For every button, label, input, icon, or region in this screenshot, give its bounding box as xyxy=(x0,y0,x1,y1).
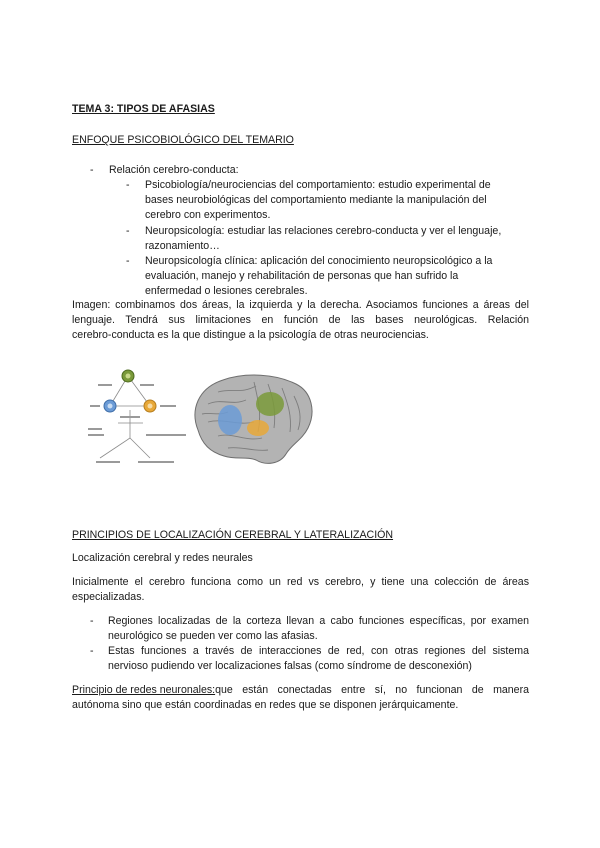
sub-item-line: bases neurobiológicas del comportamiento mediante la manipulación del xyxy=(145,194,487,206)
principle-label: Principio de redes neuronales: xyxy=(72,684,216,696)
sub-item-line: enfermedad o lesiones cerebrales. xyxy=(145,285,308,297)
paragraph-line: cerebro-conducta es la que distingue a la psicología de otras neurociencias. xyxy=(72,329,429,341)
subheading-localizacion: Localización cerebral y redes neurales xyxy=(72,552,253,564)
bullet-dash: - xyxy=(90,615,94,627)
sub-item-line: evaluación, manejo y rehabilitación de personas que han sufrido la xyxy=(145,270,459,282)
bullet-relacion: Relación cerebro-conducta: xyxy=(109,164,239,176)
section-heading-principios: PRINCIPIOS DE LOCALIZACIÓN CEREBRAL Y LATERALIZACIÓN xyxy=(72,529,394,541)
principle-first-line xyxy=(72,683,529,698)
principle-text-line: que están conectadas entre sí, no funcionan de manera xyxy=(215,684,529,696)
paragraph-line: autónoma sino que están coordinadas en redes que se disponen jerárquicamente. xyxy=(72,699,459,711)
bullet-line: Estas funciones a través de interacciones de red, con otras regiones del sistema xyxy=(108,645,529,657)
sub-item-line: Psicobiología/neurociencias del comportamiento: estudio experimental de xyxy=(145,179,491,191)
bullet-line: neurológico se pueden ver como las afasias. xyxy=(108,630,318,642)
brain-network-figure xyxy=(88,368,313,468)
bullet-line: Regiones localizadas de la corteza llevan a cabo funciones específicas, por examen xyxy=(108,615,529,627)
sub-bullet-dash: - xyxy=(126,179,130,191)
sub-item-line: cerebro con experimentos. xyxy=(145,209,271,221)
sub-bullet-dash: - xyxy=(126,225,130,237)
page-title: TEMA 3: TIPOS DE AFASIAS xyxy=(72,103,215,115)
paragraph-line: especializadas. xyxy=(72,591,145,603)
sub-bullet-dash: - xyxy=(126,255,130,267)
bullet-dash: - xyxy=(90,164,94,176)
sub-item-line: Neuropsicología: estudiar las relaciones cerebro-conducta y ver el lenguaje, xyxy=(145,225,502,237)
paragraph-line: Inicialmente el cerebro funciona como un red vs cerebro, y tiene una colección de áreas xyxy=(72,576,529,588)
sub-item-line: razonamiento… xyxy=(145,240,220,252)
paragraph-line: Imagen: combinamos dos áreas, la izquierda y la derecha. Asociamos funciones a áreas del xyxy=(72,299,529,311)
section-heading-enfoque: ENFOQUE PSICOBIOLÓGICO DEL TEMARIO xyxy=(72,134,294,146)
bullet-line: nervioso pudiendo ver localizaciones falsas (como síndrome de desconexión) xyxy=(108,660,472,672)
sub-item-line: Neuropsicología clínica: aplicación del conocimiento neuropsicológico a la xyxy=(145,255,493,267)
paragraph-line: lenguaje. Tendrá sus limitaciones en función de las bases neurológicas. Relación xyxy=(72,314,529,326)
network-diagram-image xyxy=(88,368,313,468)
bullet-dash: - xyxy=(90,645,94,657)
